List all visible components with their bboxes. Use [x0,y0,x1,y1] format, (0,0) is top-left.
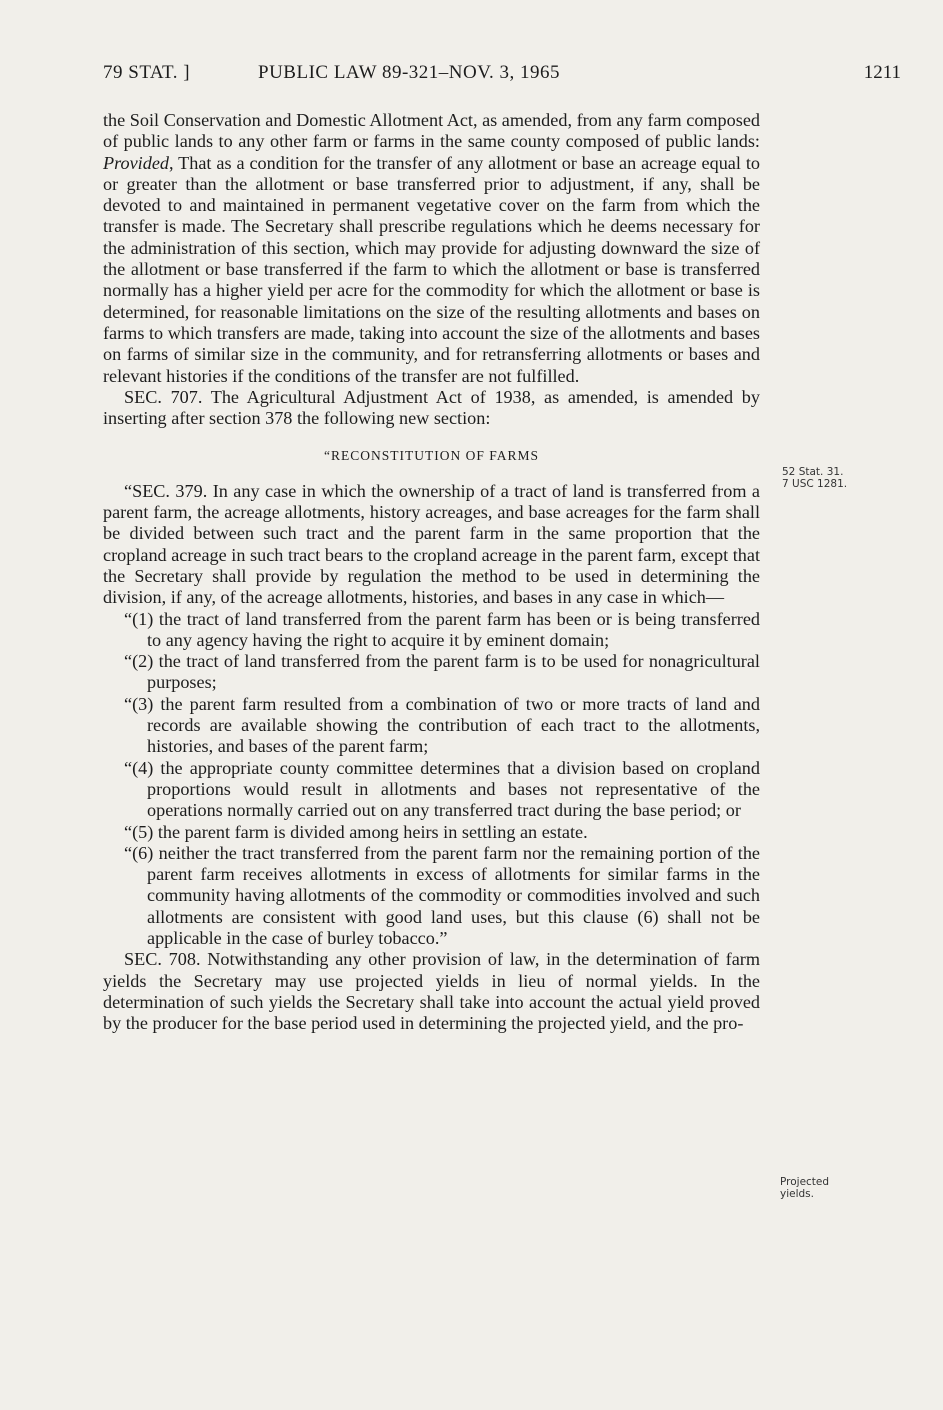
running-head [103,62,901,90]
clause-3: “(3) the parent farm resulted from a combination of two or more tracts of land and records are available showing the contribution of each tract to the allotments, histories, and bases of the parent farm; [124,693,760,757]
continuation-paragraph: the Soil Conservation and Domestic Allotment Act, as amended, from any farm composed of public lands to any other farm or farms in the same county composed of public lands: Provided, That as a condition for the transfer of any allotment or base an acreage equal to or greater than the allotment or base transferred prior to adjustment, if any, shall be devoted to and maintained in permanent vegetative cover on the farm from which the transfer is made. The Secretary shall prescribe regulations which he deems necessary for the administration of this section, which may provide for adjusting downward the size of the allotment or base transferred if the farm to which the allotment or base is transferred normally has a higher yield per acre for the commodity for which the allotment or base is determined, for reasonable limitations on the size of the resulting allotments and bases on farms to which transfers are made, taking into account the size of the allotments and bases on farms of similar size in the community, and for retransferring allotments or bases and relevant histories if the conditions of the transfer are not fulfilled. [103,110,760,386]
clause-4: “(4) the appropriate county committee determines that a division based on cropland proportions would result in allotments and bases not representative of the operations normally carried out on any transferred tract during the base period; or [124,757,760,821]
clause-2: “(2) the tract of land transferred from the parent farm is to be used for nonagricultural purposes; [124,651,760,693]
clause-1: “(1) the tract of land transferred from the parent farm has been or is being transferred to any agency having the right to acquire it by eminent domain; [124,608,760,650]
section-379: “SEC. 379. In any case in which the ownership of a tract of land is transferred from a parent farm, the acreage allotments, history acreages, and base acreages for the farm shall be divided between such tract and the parent farm in the same proportion that the cropland acreage in such tract bears to the cropland acreage in the parent farm, except that the Secretary shall provide by regulation the method to be used in determining the division, if any, of the acreage allotments, histories, and bases in any case in which— [103,480,760,608]
section-708: SEC. 708. Notwithstanding any other provision of law, in the determination of farm yields the Secretary may use projected yields in lieu of normal yields. In the determination of such yields the Secretary shall take into account the actual yield proved by the producer for the base period used in determining the projected yield, and the pro- [103,949,760,1034]
provided-italic: Provided [103,152,169,173]
clause-6: “(6) neither the tract transferred from the parent farm nor the remaining portion of the parent farm receives allotments in excess of allotments for similar farms in the community having allotments of the commodity or commodities involved and such allotments are consistent with good land uses, but this clause (6) shall not be applicable in the case of burley tobacco.” [124,842,760,948]
clause-5: “(5) the parent farm is divided among heirs in settling an estate. [124,821,588,842]
body-text [103,110,760,1034]
margin-note-projected-yields: Projected yields. [780,1176,830,1200]
section-707: SEC. 707. The Agricultural Adjustment Act of 1938, as amended, is amended by inserting after section 378 the following new section: [103,386,760,429]
page-number: 1211 [863,62,901,83]
law-title: PUBLIC LAW 89-321–NOV. 3, 1965 [258,62,561,83]
section-heading: “RECONSTITUTION OF FARMS [323,448,539,464]
statute-volume: 79 STAT. ] [103,62,191,83]
margin-citation: 52 Stat. 31. 7 USC 1281. [782,466,848,490]
